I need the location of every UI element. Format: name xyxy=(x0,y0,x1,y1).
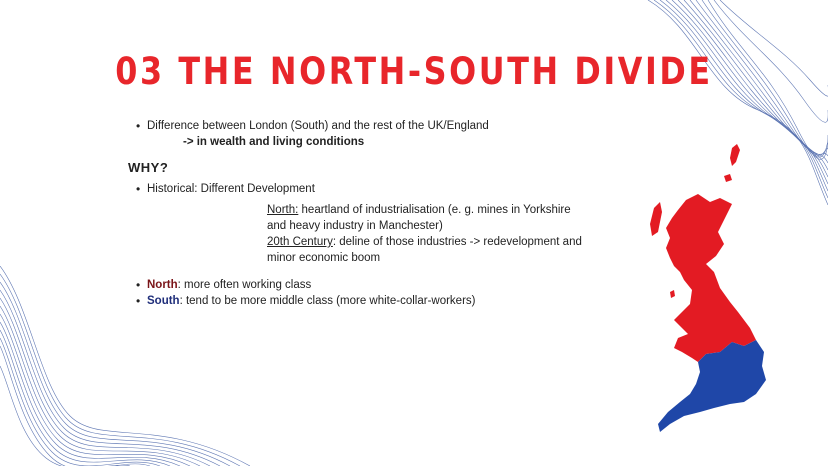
bullet-difference-text: Difference between London (South) and the rest of the UK/England xyxy=(147,120,489,132)
map-isle-of-man xyxy=(670,290,675,298)
map-north-region xyxy=(666,194,756,362)
bullet-historical-text: Historical: Different Development xyxy=(147,183,315,195)
north-detail xyxy=(267,202,571,234)
bullet-north xyxy=(147,277,311,293)
century-detail xyxy=(267,234,582,266)
bullet-historical xyxy=(147,181,315,197)
bullet-difference xyxy=(147,118,489,134)
bullet-difference-sub: -> in wealth and living conditions xyxy=(183,136,365,148)
map-hebrides xyxy=(650,202,662,236)
north-detail-line1: heartland of industrialisation (e. g. mines in Yorkshire xyxy=(298,204,571,216)
bullet-north-text: : more often working class xyxy=(177,279,312,291)
map-south-region xyxy=(658,340,766,432)
bullet-south xyxy=(147,293,475,309)
century-detail-line2: minor economic boom xyxy=(267,252,381,264)
century-detail-label: 20th Century xyxy=(267,236,333,248)
bullet-north-label: North xyxy=(147,279,178,291)
north-detail-label: North: xyxy=(267,204,299,216)
north-detail-line2: and heavy industry in Manchester) xyxy=(267,220,443,232)
great-britain-map xyxy=(640,140,770,440)
bullet-south-label: South xyxy=(147,295,180,307)
slide-title: 03 THE NORTH-SOUTH DIVIDE xyxy=(115,50,713,93)
bullet-south-text: : tend to be more middle class (more white-collar-workers) xyxy=(179,295,476,307)
why-heading: WHY? xyxy=(128,160,169,175)
map-shetland xyxy=(730,144,740,166)
century-detail-line1: : deline of those industries -> redevelopment and xyxy=(332,236,582,248)
map-orkney xyxy=(724,174,732,182)
